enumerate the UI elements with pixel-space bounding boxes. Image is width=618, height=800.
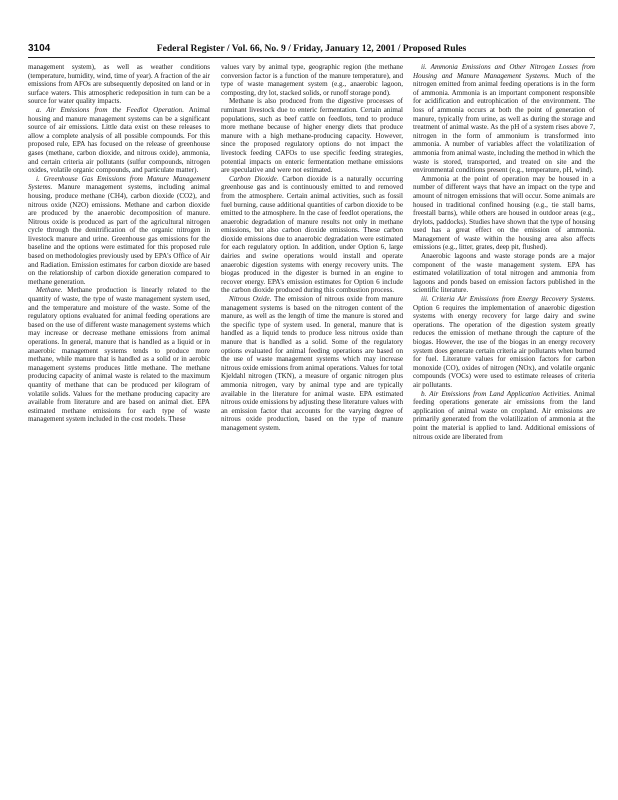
paragraph-heading: ii. Ammonia Emissions and Other Nitrogen Losses from Housing and Manure Management Systems. (413, 63, 595, 80)
paragraph-text: Carbon dioxide is a naturally occurring greenhouse gas and is continuously emitted to and removed from the atmosphere. Certain animal activities, such as fossil fuel burning, cause additional quantities of carbon dioxide to be emitted to the atmosphere. In the case of feedlot operations, the anaerobic degradation of manure results not only in methane emissions, but also carbon dioxide emissions. These carbon dioxide emissions due to anaerobic degradation were estimated for each regulatory option. In addition, under Option 6, large dairies and swine operations would install and operate anaerobic digestion systems with energy recovery units. The biogas produced in the digester is burned in an engine to recover energy. EPA's emission estimates for Option 6 include the carbon dioxide produced during this combustion process. (221, 174, 403, 295)
paragraph-text: Anaerobic lagoons and waste storage ponds are a major component of the waste management system. EPA has estimated volatilization of total nitrogen and ammonia from lagoons and ponds based on emission factors published in the scientific literature. (413, 252, 595, 295)
page-header (28, 43, 595, 55)
paragraph (28, 63, 210, 106)
running-title: Federal Register / Vol. 66, No. 9 / Friday, January 12, 2001 / Proposed Rules (156, 43, 467, 54)
paragraph-text: Ammonia at the point of operation may be housed in a number of different ways that have an impact on the type and amount of nitrogen emissions that will occur. Some animals are housed in traditional confined housing (e.g., tie stall barns, freestall barns), while others are housed in outdoor areas (e.g., drylots, paddocks). Studies have shown that the type of housing used has a great effect on the emission of ammonia. Management of waste within the housing area also affects emissions (e.g., litter, grates, deep pit, flushed). (413, 174, 595, 252)
paragraph (413, 295, 595, 390)
paragraph-heading: b. Air Emissions from Land Application Activities. (421, 389, 572, 398)
paragraph-text: Animal housing and manure management systems can be a significant source of air emissions. Little data exist on these releases to allow a complete analysis of all possible compounds. For this proposed rule, EPA has focused on the release of greenhouse gases (methane, carbon dioxide, and nitrous oxide), ammonia, and certain criteria air pollutants (sulfur compounds, nitrogen oxides, volatile organic compounds, and particulate matter). (28, 105, 210, 175)
paragraph-heading: Carbon Dioxide. (229, 174, 279, 183)
paragraph (221, 295, 403, 433)
paragraph (28, 175, 210, 287)
paragraph (221, 175, 403, 295)
paragraph (28, 286, 210, 424)
text-column-1 (28, 63, 210, 424)
paragraph (413, 390, 595, 442)
paragraph (221, 97, 403, 174)
text-column-3 (413, 63, 595, 441)
paragraph (413, 63, 595, 175)
paragraph-text: The emission of nitrous oxide from manure management systems is based on the nitrogen content of the manure, as well as the length of time the manure is stored and the specific type of system used. In general, manure that is handled as a liquid tends to produce less nitrous oxide than manure that is handled as a solid. Some of the regulatory options evaluated for animal feeding operations are based on the use of waste management systems which may increase nitrous oxide emissions from animal operations. Values for total Kjeldahl nitrogen (TKN), a measure of organic nitrogen plus ammonia nitrogen, vary by animal type and are typically available in the literature for animal waste. EPA estimated nitrous oxide emissions by adjusting these literature values with an emission factor that accounts for the varying degree of nitrous oxide production, based on the type of manure management system. (221, 295, 403, 432)
paragraph-text: Manure management systems, including animal housing, produce methane (CH4), carbon dioxide (CO2), and nitrous oxide (N2O) emissions. Methane and carbon dioxide are produced by the anaerobic decomposition of manure. Nitrous oxide is produced as part of the agricultural nitrogen cycle through the denitrification of the organic nitrogen in livestock manure and urine. Greenhouse gas emissions for the baseline and the options were estimated for this proposed rule based on methodologies previously used by EPA's Office of Air and Radiation. Emission estimates for carbon dioxide are based on the relationship of carbon dioxide generation compared to methane generation. (28, 183, 210, 286)
text-column-2 (221, 63, 403, 433)
paragraph (413, 252, 595, 295)
paragraph-heading: i. Greenhouse Gas Emissions from Manure Management Systems. (28, 174, 210, 192)
paragraph-text: Methane production is linearly related to the quantity of waste, the type of waste management system used, and the temperature and moisture of the waste. Some of the regulatory options evaluated for animal feeding operations are based on the use of different waste management systems which may increase or decrease methane emissions from animal operations. In general, manure that is handled as a liquid or in anaerobic management systems tends to produce more methane, while manure that is handled as a solid or in aerobic management systems produces little methane. The methane producing capacity of animal waste is related to the maximum quantity of methane that can be produced per kilogram of volatile solids. Values for the methane producing capacity are available from literature and are based on animal diet. EPA estimated methane emissions for each type of waste management system included in the cost models. These (28, 286, 210, 424)
paragraph-text: Animal feeding operations generate air emissions from the land application of animal waste on cropland. Air emissions are primarily generated from the volatilization of ammonia at the point the material is applied to land. Additional emissions of nitrous oxide are liberated from (413, 389, 595, 441)
paragraph-text: Methane is also produced from the digestive processes of ruminant livestock due to enteric fermentation. Certain animal populations, such as beef cattle on feedlots, tend to produce more methane because of higher energy diets that produce manure with a high methane-producing capacity. However, since the proposed regulatory options do not impact the livestock feeding CAFOs to use specific feeding strategies, potential impacts on enteric fermentation methane emissions are speculative and were not estimated. (221, 97, 403, 175)
page-number: 3104 (28, 43, 51, 54)
paragraph-text: management system), as well as weather conditions (temperature, humidity, wind, time of year). A fraction of the air emissions from AFOs are subsequently deposited on land or in surface waters. This atmospheric redeposition in turn can be a source for water quality impacts. (28, 63, 210, 106)
header-rule (28, 57, 595, 58)
paragraph-heading: Nitrous Oxide. (229, 295, 272, 304)
paragraph-heading: a. Air Emissions from the Feedlot Operation. (36, 105, 185, 114)
paragraph-text: values vary by animal type, geographic region (the methane conversion factor is a function of the manure temperature), and type of waste management system (e.g., anaerobic lagoon, composting, dry lot, stacked solids, or runoff storage pond). (221, 63, 403, 97)
paragraph-heading: Methane. (36, 286, 63, 295)
paragraph (28, 106, 210, 175)
paragraph (221, 63, 403, 97)
paragraph-text: Option 6 requires the implementation of anaerobic digestion systems with energy recovery for large dairy and swine operations. The operation of the digestion system greatly reduces the emission of methane through the capture of the biogas. However, the use of the biogas in an energy recovery system does generate certain criteria air pollutants when burned for fuel. Literature values for emission factors for carbon monoxide (CO), oxides of nitrogen (NOx), and volatile organic compounds (VOCs) were used to estimate releases of criteria air pollutants. (413, 303, 595, 389)
paragraph-text: Much of the nitrogen emitted from animal feeding operations is in the form of ammonia. Ammonia is an important component responsible for acidification and eutrophication of the environment. The loss of ammonia occurs at both the point of generation of manure, typically from urine, as well as during the storage and treatment of animal waste. As the pH of a system rises above 7, nitrogen in the form of ammonium is transformed into ammonia. A number of variables affect the volatilization of ammonia from animal waste, including the method in which the waste is stored, transported, and treated on site and the environmental conditions present (e.g., temperature, pH, wind). (413, 71, 595, 175)
paragraph (413, 175, 595, 252)
paragraph-heading: iii. Criteria Air Emissions from Energy Recovery Systems. (421, 295, 595, 304)
